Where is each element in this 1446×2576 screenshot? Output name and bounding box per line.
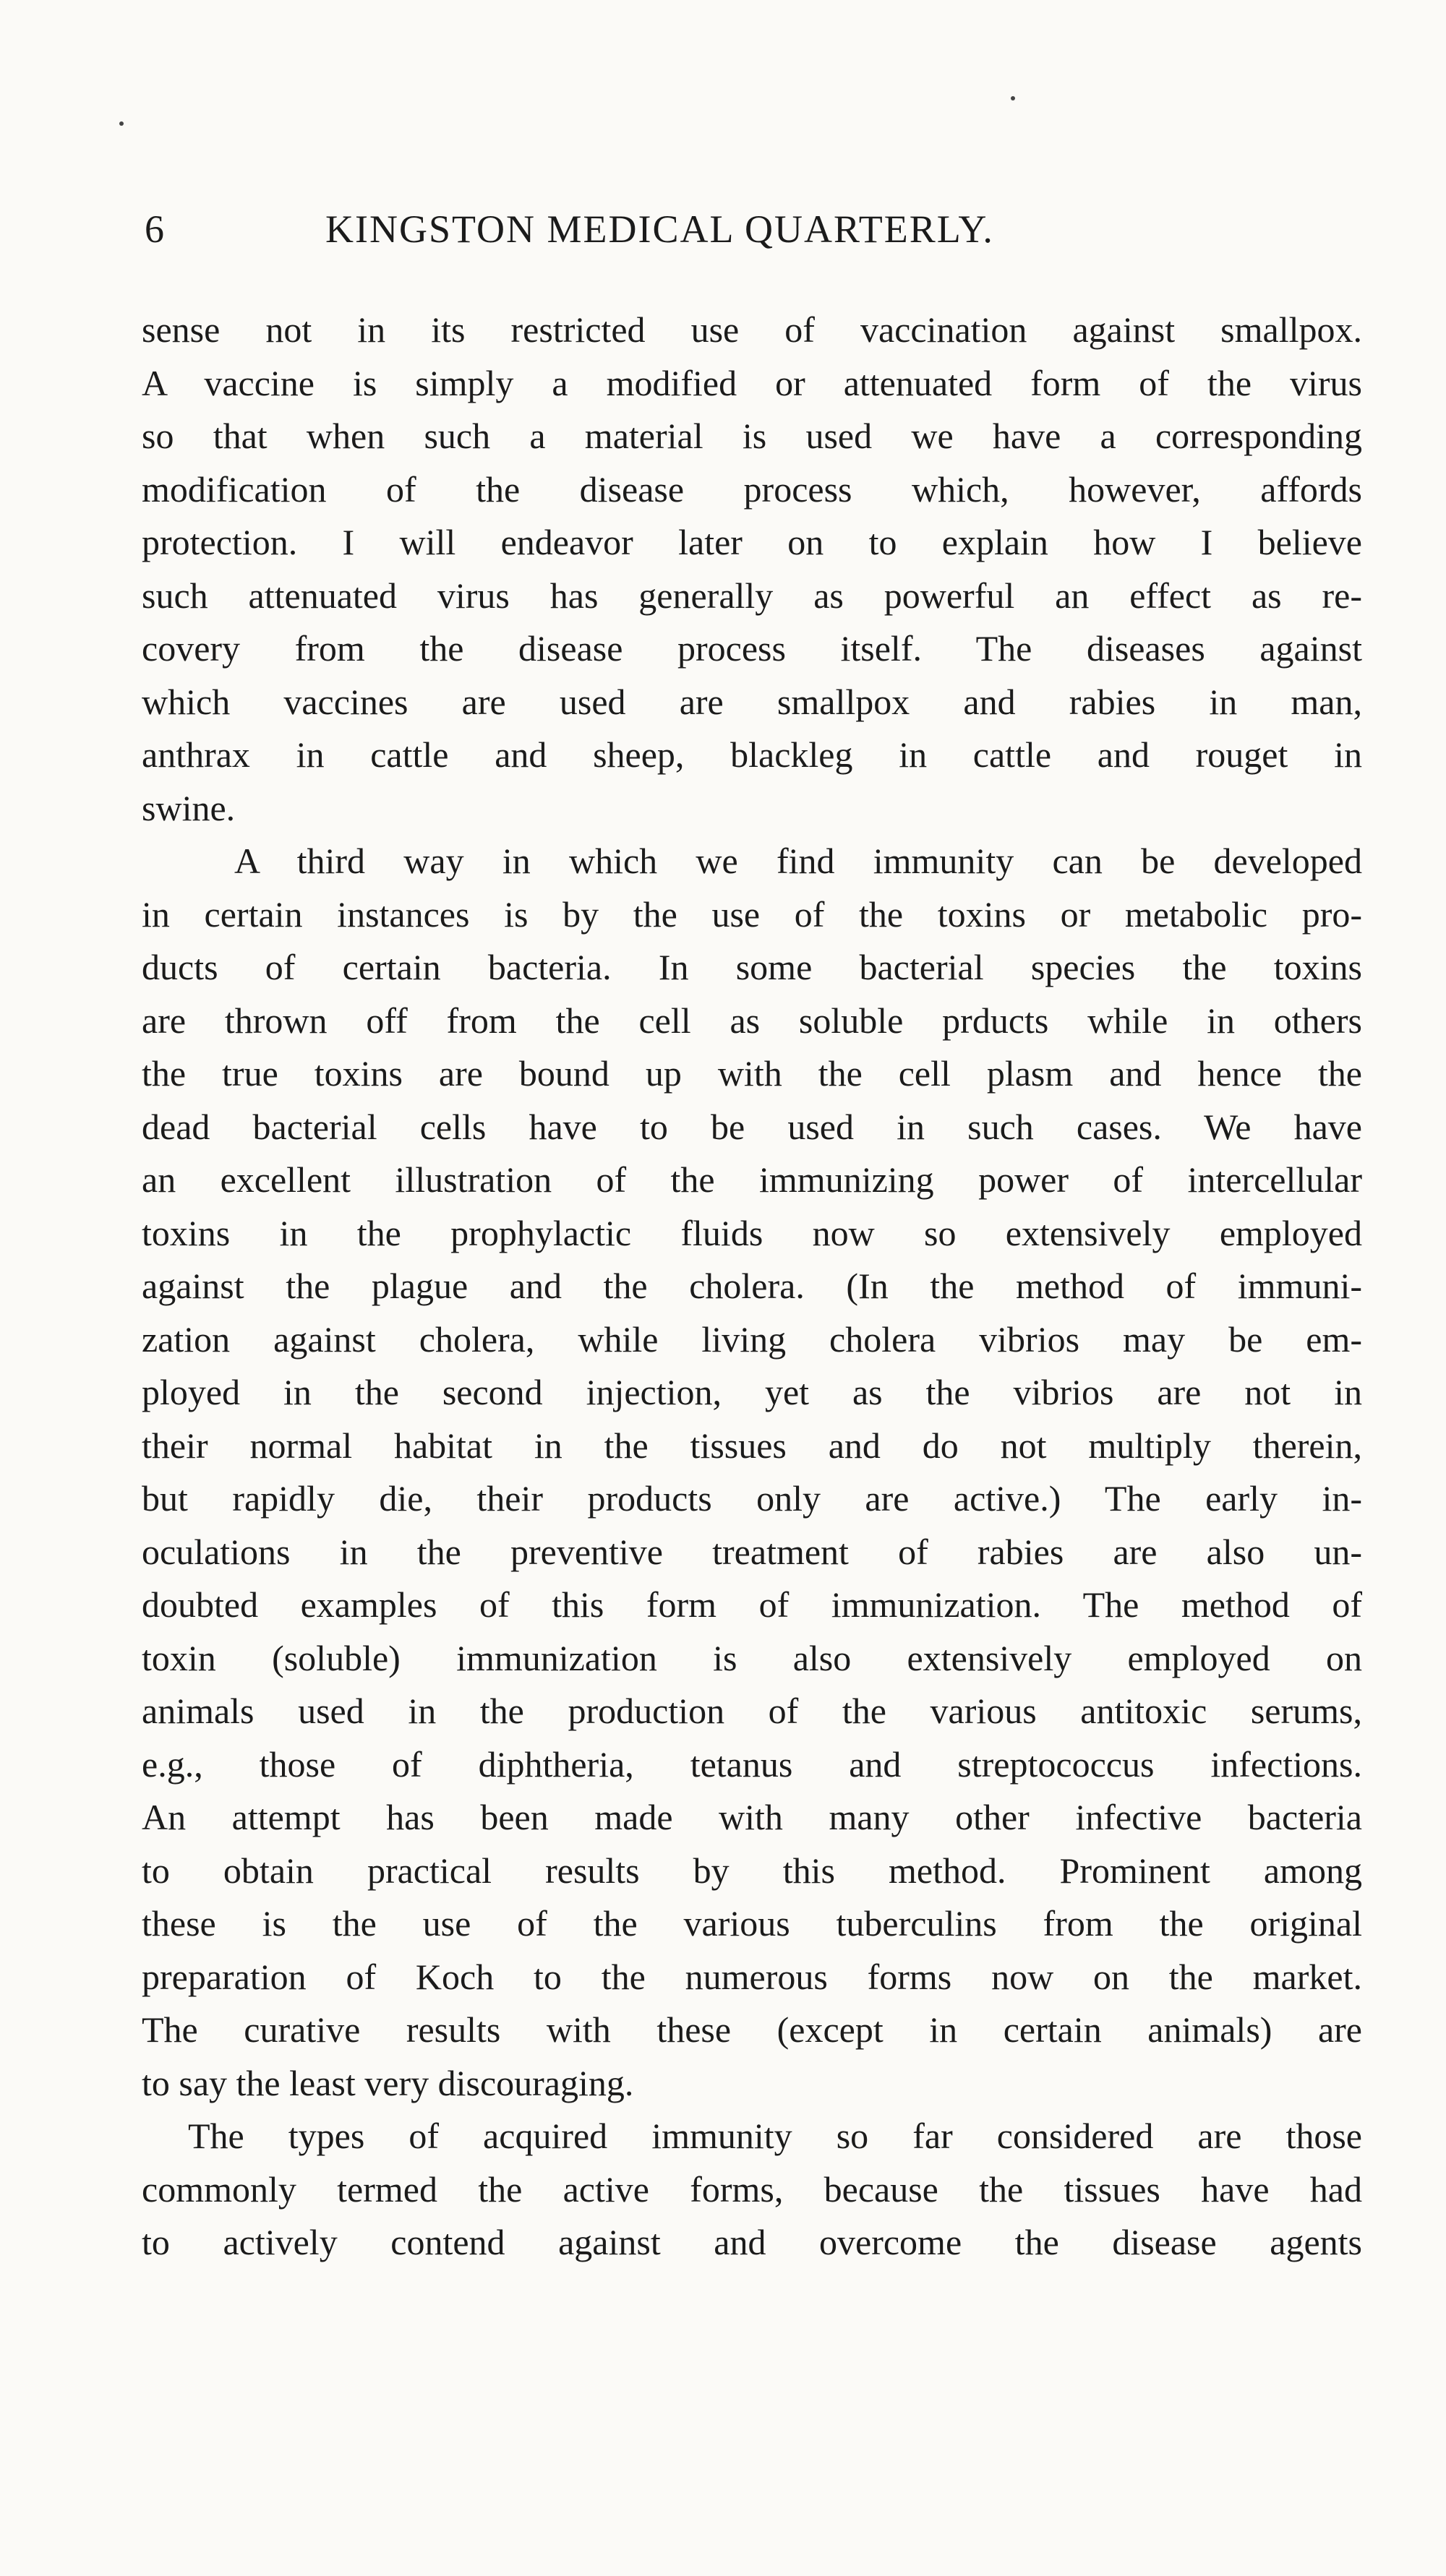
page-number: 6 xyxy=(145,207,166,251)
ink-speck xyxy=(119,121,124,126)
text-line: toxin (soluble) immunization is also extensively employed on xyxy=(142,1637,1362,1678)
text-line: zation against cholera, while living cholera vibrios may be em- xyxy=(142,1318,1362,1360)
text-line: to actively contend against and overcome the disease agents xyxy=(142,2222,1362,2262)
text-line: swine. xyxy=(142,787,236,828)
text-line: but rapidly die, their products only are active.) The early in- xyxy=(142,1478,1362,1519)
text-line: anthrax in cattle and sheep, blackleg in cattle and rouget in xyxy=(142,734,1362,775)
text-line: which vaccines are used are smallpox and rabies in man, xyxy=(142,681,1362,722)
text-line: dead bacterial cells have to be used in such cases. We have xyxy=(142,1106,1362,1147)
text-line: A vaccine is simply a modified or attenuated form of the virus xyxy=(142,362,1362,403)
text-line: A third way in which we find immunity can be developed xyxy=(234,841,1362,881)
text-line: ployed in the second injection, yet as the vibrios are not in xyxy=(142,1372,1362,1412)
text-line: so that when such a material is used we have a corresponding xyxy=(142,416,1362,456)
text-line: The curative results with these (except in certain animals) are xyxy=(142,2009,1362,2050)
ink-speck xyxy=(1011,96,1015,100)
page-header xyxy=(145,207,1374,250)
text-line: these is the use of the various tuberculins from the original xyxy=(142,1903,1362,1944)
text-line: to obtain practical results by this method. Prominent among xyxy=(142,1850,1362,1891)
text-line: an excellent illustration of the immunizing power of intercellular xyxy=(142,1159,1362,1200)
running-head: KINGSTON MEDICAL QUARTERLY. xyxy=(325,207,994,251)
text-line: the true toxins are bound up with the cell plasm and hence the xyxy=(142,1053,1362,1094)
text-line: against the plague and the cholera. (In the method of immuni- xyxy=(142,1266,1362,1306)
text-line: modification of the disease process which, however, affords xyxy=(142,468,1362,510)
text-line: toxins in the prophylactic fluids now so extensively employed xyxy=(142,1212,1362,1253)
text-line: ducts of certain bacteria. In some bacterial species the toxins xyxy=(142,947,1362,987)
text-line: their normal habitat in the tissues and do not multiply therein, xyxy=(142,1425,1362,1466)
text-line: protection. I will endeavor later on to explain how I believe xyxy=(142,522,1362,562)
text-line: commonly termed the active forms, because the tissues have had xyxy=(142,2168,1362,2210)
body-text xyxy=(142,304,1362,2270)
text-line: doubted examples of this form of immunization. The method of xyxy=(142,1584,1362,1625)
text-line: covery from the disease process itself. The diseases against xyxy=(142,628,1362,669)
text-line: An attempt has been made with many other infective bacteria xyxy=(142,1797,1362,1837)
text-line: are thrown off from the cell as soluble prducts while in others xyxy=(142,1000,1362,1041)
text-line: such attenuated virus has generally as powerful an effect as re- xyxy=(142,575,1362,616)
text-line: preparation of Koch to the numerous forms now on the market. xyxy=(142,1956,1362,1997)
text-line: The types of acquired immunity so far considered are those xyxy=(188,2116,1362,2156)
text-line: oculations in the preventive treatment of rabies are also un- xyxy=(142,1531,1362,1572)
text-line: e.g., those of diphtheria, tetanus and streptococcus infections. xyxy=(142,1743,1362,1785)
text-line: to say the least very discouraging. xyxy=(142,2062,634,2103)
text-line: sense not in its restricted use of vaccination against smallpox. xyxy=(142,309,1362,350)
text-line: in certain instances is by the use of the toxins or metabolic pro- xyxy=(142,893,1362,935)
text-line: animals used in the production of the various antitoxic serums, xyxy=(142,1691,1362,1731)
